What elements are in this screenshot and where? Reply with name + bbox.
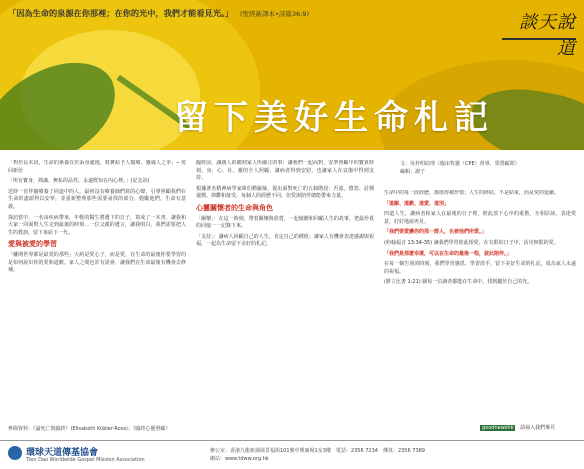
column-1 <box>8 160 186 422</box>
contact-line: 辦公室：香港九龍新蒲崗景福街101號中興廣場1室3樓 電話：2356 7234 傳真：2356 7389 <box>210 448 425 454</box>
quote-text: 「因為生命的泉源在你那裡；在你的光中，我們才能看見光。」 <box>8 8 234 18</box>
paragraph: 「關懷」：在這一時刻，帶着關懷與欣賞，一起傾聽和回顧人生的故事，把最珍貴的回憶一一記錄下來。 <box>196 215 374 230</box>
highlight-text: 「我們要愛護你的那一群人，也被他們所愛。」 <box>384 229 487 236</box>
paragraph: 根據著名精神病學家庫伯勒羅絲，提出面對死亡的五個階段：否認、憤怒、討價還價、抑鬱和接受。每個人的經歷不同，但愛與陪伴總能帶來力量。 <box>196 185 374 200</box>
paragraph: 探訪當中，一名由疾病帶來，年輕的醫生將遺下的日子，寫成了一本書，讓我和大家一同面對人生走到最後的時刻…一位父親的遺言，讓我明白，我們需要把人生的教訓，留下來給下一代。 <box>8 214 186 236</box>
subheading: 愛與被愛的學習 <box>8 240 57 249</box>
contact-info <box>210 447 425 463</box>
social-badge[interactable] <box>480 424 576 434</box>
org-name-english: Tien Dao Worldwide Gospel Mission Association <box>26 457 145 463</box>
highlight-text: 「我們是那麼幸運，可以在生命的最後一程，彼此陪伴。」 <box>384 250 512 257</box>
paragraph: 臨終前，讓親人聆聽到家人所關注的事；讓我們一起面對，安寧照顧中的寶貴時刻，身、心、社、靈的全人照顧，讓病者得到安慰，也讓家人在哀傷中得到支持。 <box>196 160 374 182</box>
paragraph: 在每一個告別的時刻，我們學習感恩、學習放手，留下美好生命的札記，成為家人永遠的祝福。 <box>384 261 576 275</box>
column-2 <box>196 160 374 422</box>
column-3 <box>384 190 576 422</box>
hero-banner <box>0 0 584 150</box>
badge-text: 請掃入我們專頁 <box>520 425 556 431</box>
author-line: 文：吳梓明助理（臨床牧靈（CPE）督導、榮譽顧問） <box>400 161 520 167</box>
paragraph: 送終一直伴隨療養了同道中的人，最初沒有療養師們寫的心聲，引導照顧我們在生命的盡頭得以安寧，並重新整理那些需要尋找的部分，勉勵他們，生命有意義。 <box>8 188 186 210</box>
website-link[interactable]: 網站：www.tdww.org.hk <box>210 456 269 462</box>
highlight-text: 「道謝、道歉、道愛、道別」 <box>384 200 450 207</box>
org-name: 環球天道傳基協會 <box>26 448 99 458</box>
paragraph: 「離開世界都是最愛的那些」大約是愛心子，而是愛，在生命的最後你要學習的是如何說出你的愛和道歉。家人之間也許有誤會，讓我們在生命最後有機會去修補。 <box>8 251 186 274</box>
scripture-quote <box>8 8 309 19</box>
byline <box>400 160 520 176</box>
paragraph: 「對於長末段，生命的素養在於訴身處地、寫實給予人醫療、靈魂人之拳」─ 愛回新份 <box>8 160 186 174</box>
org-logo-icon <box>8 446 22 460</box>
column-logo: 談天說道 <box>502 8 576 40</box>
reference-line: 參閱資料：《論死亡與臨終》(Elisabeth Kübler-Ross)；《臨終心靈照顧》 <box>8 426 171 432</box>
subheading: 心靈關懷者的生命與角色 <box>196 203 273 212</box>
paragraph: (約翰福音 13:34-35) 讓我們學習彼此相愛，在有限的日子中，活出無限的愛。 <box>384 239 559 246</box>
editor-line: 編輯：謝子 <box>400 169 426 175</box>
goodnews-logo-icon: goodnewshk <box>482 425 514 431</box>
paragraph: 生命中的每一段經歷，都值得被珍惜；人生的終結，不是結束，而是愛的延續。 <box>384 190 560 196</box>
paragraph: 「支持」：讓病人回顧自己的人生，肯定自己的價值；讓家人有機會表達感謝與祝福，一起為生命留下美好的札記。 <box>196 233 374 248</box>
article-title: 留下美好生命札記 <box>174 98 494 138</box>
paragraph: (腓立比書 1:21) 願每一位讀者都能在生命中，找到屬於自己的光。 <box>384 279 533 286</box>
paragraph: 「所有寶身，熟識、無私的品性，永遠既知在內心裡。」(記念詩) <box>8 178 150 185</box>
quote-reference: (聖經新譯本•詩篇36:9) <box>240 10 310 18</box>
paragraph: 四道人生，讓病者和家人在最後的日子裡，彼此放下心中的重擔，互相原諒，表達愛意，好好地說再見。 <box>384 211 576 225</box>
footer <box>0 440 584 469</box>
article-body <box>8 160 576 422</box>
